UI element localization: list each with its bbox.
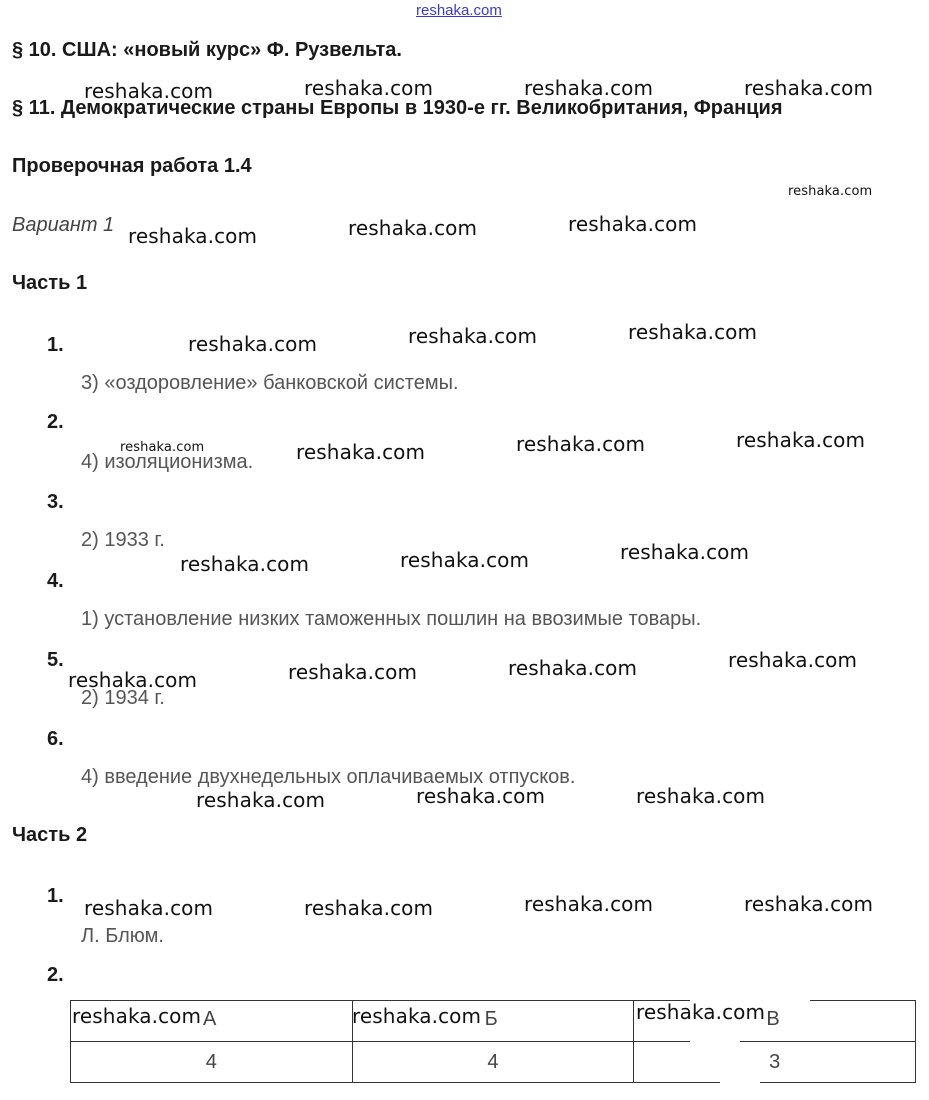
watermark: reshaka.com	[288, 660, 418, 684]
watermark-top: reshaka.com	[416, 2, 502, 19]
watermark: reshaka.com	[620, 540, 750, 564]
watermark: reshaka.com	[400, 548, 530, 572]
watermark: reshaka.com	[352, 1004, 482, 1028]
part1-q1-number: 1.	[47, 334, 64, 356]
watermark: reshaka.com	[744, 76, 874, 100]
watermark: reshaka.com	[188, 332, 318, 356]
watermark: reshaka.com	[744, 892, 874, 916]
part2-q1-answer: Л. Блюм.	[81, 925, 164, 947]
watermark: reshaka.com	[72, 1004, 202, 1028]
watermark: reshaka.com	[348, 216, 478, 240]
watermark: reshaka.com	[736, 428, 866, 452]
part1-q4-answer: 1) установление низких таможенных пошлин на ввозимые товары.	[81, 608, 702, 630]
watermark: reshaka.com	[568, 212, 698, 236]
part1-q3-answer: 2) 1933 г.	[81, 529, 165, 551]
watermark: reshaka.com	[524, 892, 654, 916]
part2-q2-number: 2.	[47, 964, 64, 986]
scan-gap-bottom	[720, 1079, 760, 1083]
watermark: reshaka.com	[84, 896, 214, 920]
watermark: reshaka.com	[180, 552, 310, 576]
watermark: reshaka.com	[628, 320, 758, 344]
part1-q2-number: 2.	[47, 411, 64, 433]
watermark: reshaka.com	[296, 440, 426, 464]
part1-q4-number: 4.	[47, 570, 64, 592]
watermark: reshaka.com	[304, 76, 434, 100]
watermark: reshaka.com	[728, 648, 858, 672]
header-a-label: А	[203, 1008, 217, 1030]
watermark: reshaka.com	[408, 324, 538, 348]
answer-table-value-a: 4	[71, 1042, 353, 1083]
watermark: reshaka.com	[128, 224, 258, 248]
scan-gap-mid	[690, 1038, 740, 1042]
watermark: reshaka.com	[636, 784, 766, 808]
header-b-label: Б	[484, 1008, 498, 1030]
part1-q6-number: 6.	[47, 728, 64, 750]
part1-q3-number: 3.	[47, 491, 64, 513]
answer-table-value-b: 4	[352, 1042, 634, 1083]
answer-table-value-c: 3	[634, 1042, 916, 1083]
test-title: Проверочная работа 1.4	[12, 155, 252, 177]
part1-q2-answer: 4) изоляционизма.	[81, 451, 254, 473]
part1-q6-answer: 4) введение двухнедельных оплачиваемых отпусков.	[81, 766, 576, 788]
watermark: reshaka.com	[196, 788, 326, 812]
watermark: reshaka.com	[636, 1000, 766, 1024]
watermark: reshaka.com	[416, 784, 546, 808]
part1-title: Часть 1	[12, 272, 88, 294]
section-10-heading: § 10. США: «новый курс» Ф. Рузвельта.	[12, 39, 402, 61]
part2-title: Часть 2	[12, 824, 88, 846]
watermark: reshaka.com	[516, 432, 646, 456]
watermark: reshaka.com	[120, 440, 205, 455]
watermark: reshaka.com	[84, 79, 214, 103]
section-11-heading: § 11. Демократические страны Европы в 1930-е гг. Великобритания, Франция	[12, 97, 783, 119]
part1-q5-number: 5.	[47, 649, 64, 671]
part2-q1-number: 1.	[47, 885, 64, 907]
part1-q1-answer: 3) «оздоровление» банковской системы.	[81, 372, 459, 394]
part1-q5-answer: 2) 1934 г.	[81, 687, 165, 709]
watermark: reshaka.com	[788, 184, 873, 199]
watermark: reshaka.com	[304, 896, 434, 920]
answer-table-values-row	[71, 1042, 916, 1083]
watermark: reshaka.com	[508, 656, 638, 680]
variant-label: Вариант 1	[12, 214, 115, 236]
header-c-label: В	[766, 1008, 780, 1030]
watermark: reshaka.com	[524, 76, 654, 100]
watermark: reshaka.com	[68, 668, 198, 692]
